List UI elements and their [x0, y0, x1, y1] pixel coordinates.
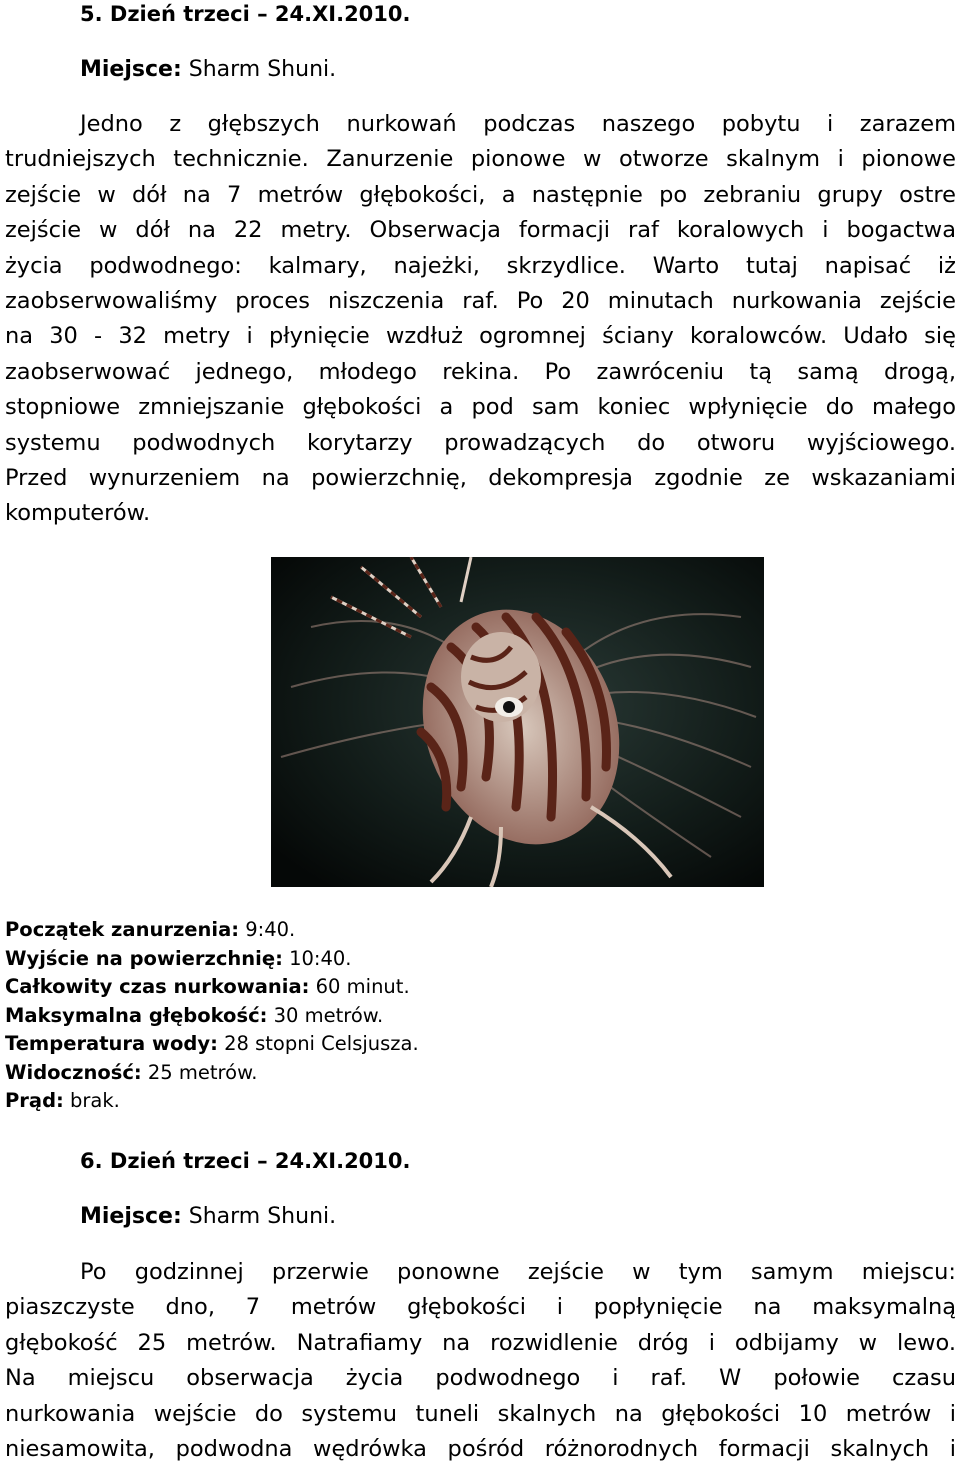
paragraph-line: zaobserwować jednego, młodego rekina. Po zawróceniu tą samą drogą, [5, 358, 956, 385]
lionfish-photo [271, 557, 764, 887]
stat-surface: Wyjście na powierzchnię: 10:40. [5, 946, 352, 970]
section-1-heading: 5. Dzień trzeci – 24.XI.2010. [80, 2, 411, 26]
section-2-heading: 6. Dzień trzeci – 24.XI.2010. [80, 1149, 411, 1173]
paragraph-line: na 30 - 32 metry i płynięcie wzdłuż ogromnej ściany koralowców. Udało się [5, 323, 956, 350]
paragraph-line: zejście w dół na 7 metrów głębokości, a następnie po zebraniu grupy ostre [5, 181, 956, 208]
place-value: Sharm Shuni. [181, 1204, 337, 1229]
place-label: Miejsce: [80, 57, 182, 82]
stat-total-time: Całkowity czas nurkowania: 60 minut. [5, 975, 410, 998]
dive-stats [5, 916, 419, 1116]
paragraph-line: zejście w dół na 22 metry. Obserwacja formacji raf koralowych i bogactwa [5, 217, 956, 244]
paragraph-line: zaobserwowaliśmy proces niszczenia raf. Po 20 minutach nurkowania zejście [5, 287, 956, 314]
section-2-paragraph [5, 1255, 956, 1467]
section-1-place [80, 56, 336, 84]
lionfish-icon [271, 557, 764, 887]
stat-start: Początek zanurzenia: 9:40. [5, 918, 296, 941]
section-2-place [80, 1203, 336, 1231]
paragraph-line: piaszczyste dno, 7 metrów głębokości i popłynięcie na maksymalną [5, 1294, 956, 1321]
paragraph-line: Na miejscu obserwacja życia podwodnego i raf. W połowie czasu [5, 1365, 956, 1392]
paragraph-line: Przed wynurzeniem na powierzchnię, dekompresja zgodnie ze wskazaniami [5, 464, 956, 491]
paragraph-line: Jedno z głębszych nurkowań podczas naszego pobytu i zarazem [80, 111, 956, 137]
paragraph-line: Po godzinnej przerwie ponowne zejście w tym samym miejscu: [80, 1259, 956, 1285]
place-label: Miejsce: [80, 1204, 182, 1229]
stat-max-depth: Maksymalna głębokość: 30 metrów. [5, 1003, 384, 1027]
paragraph-line: systemu podwodnych korytarzy prowadzących do otworu wyjściowego. [5, 429, 956, 456]
stat-visibility: Widoczność: 25 metrów. [5, 1060, 258, 1084]
paragraph-line: stopniowe zmniejszanie głębokości a pod sam koniec wpłynięcie do małego [5, 394, 956, 421]
stat-current: Prąd: brak. [5, 1089, 120, 1112]
paragraph-line: komputerów. [5, 500, 151, 527]
paragraph-line: głębokość 25 metrów. Natrafiamy na rozwidlenie dróg i odbijamy w lewo. [5, 1329, 956, 1356]
section-1-paragraph [5, 107, 956, 532]
paragraph-line: nurkowania wejście do systemu tuneli skalnych na głębokości 10 metrów i [5, 1400, 956, 1427]
stat-water-temp: Temperatura wody: 28 stopni Celsjusza. [5, 1032, 419, 1055]
place-value: Sharm Shuni. [181, 57, 337, 82]
paragraph-line: niesamowita, podwodna wędrówka pośród różnorodnych formacji skalnych i [5, 1435, 956, 1462]
paragraph-line: trudniejszych technicznie. Zanurzenie pionowe w otworze skalnym i pionowe [5, 146, 956, 173]
paragraph-line: życia podwodnego: kalmary, najeżki, skrzydlice. Warto tutaj napisać iż [5, 252, 956, 279]
